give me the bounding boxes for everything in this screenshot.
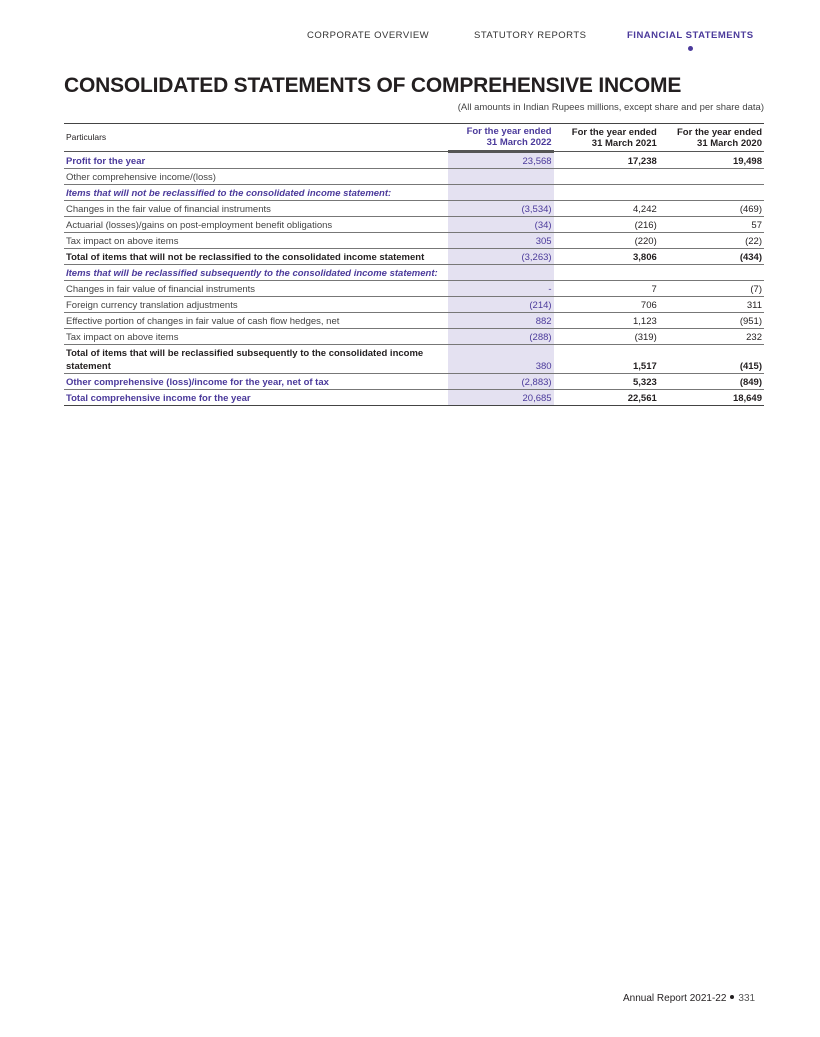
- value-2021: (216): [634, 220, 657, 231]
- table-row: [64, 329, 764, 345]
- value-2020: (7): [750, 284, 762, 295]
- value-2020: 232: [746, 332, 762, 343]
- row-label: Other comprehensive income/(loss): [66, 172, 216, 183]
- table-row-oci-heading: [64, 169, 764, 185]
- row-label: Changes in fair value of financial instruments: [66, 284, 256, 295]
- row-label: Total comprehensive income for the year: [66, 393, 251, 404]
- value-2020: 311: [746, 300, 762, 311]
- value-2021: 7: [651, 284, 657, 295]
- value-2022: (3,263): [448, 249, 553, 265]
- value-2022: 882: [448, 313, 553, 329]
- row-label: Effective portion of changes in fair value of cash flow hedges, net: [66, 316, 340, 327]
- table-row: [64, 313, 764, 329]
- value-2020: (22): [745, 236, 762, 247]
- row-label: Tax impact on above items: [66, 236, 179, 247]
- row-label: Actuarial (losses)/gains on post-employment benefit obligations: [66, 220, 333, 231]
- value-2021: 4,242: [632, 204, 657, 215]
- value-2021: [554, 185, 659, 201]
- section-label: Items that will not be reclassified to the consolidated income statement:: [66, 188, 392, 199]
- table-row: [64, 281, 764, 297]
- header-year-2021: [554, 124, 659, 152]
- table-row-profit: [64, 152, 764, 169]
- value-2021: 17,238: [627, 156, 657, 167]
- amounts-note: (All amounts in Indian Rupees millions, except share and per share data): [457, 102, 764, 113]
- value-2020: 18,649: [732, 393, 762, 404]
- value-2022: 380: [448, 345, 553, 374]
- value-2021: (220): [634, 236, 657, 247]
- table-row: [64, 233, 764, 249]
- header-year-2022-line1: For the year ended: [466, 126, 552, 137]
- value-2021: 3,806: [632, 252, 657, 263]
- value-2021: 5,323: [632, 377, 657, 388]
- value-2022: [448, 265, 553, 281]
- row-label: Total of items that will not be reclassified to the consolidated income statement: [66, 252, 425, 263]
- table-row: [64, 201, 764, 217]
- value-2022: 23,568: [448, 152, 553, 169]
- header-particulars: Particulars: [66, 132, 107, 142]
- value-2020: [659, 169, 764, 185]
- table-row-total-comprehensive-income: [64, 390, 764, 406]
- active-indicator-dot-icon: [688, 46, 693, 51]
- value-2020: (415): [739, 361, 762, 372]
- value-2020: [659, 185, 764, 201]
- header-year-2020: [659, 124, 764, 152]
- value-2021: 1,517: [632, 361, 657, 372]
- page-number: 331: [738, 993, 756, 1004]
- value-2021: 706: [640, 300, 657, 311]
- value-2022: 305: [448, 233, 553, 249]
- table-row-section-reclassified: [64, 265, 764, 281]
- value-2022: -: [448, 281, 553, 297]
- header-year-2020-line1: For the year ended: [677, 127, 762, 138]
- row-label: Profit for the year: [66, 156, 146, 167]
- table-row: [64, 297, 764, 313]
- header-year-2021-line1: For the year ended: [571, 127, 657, 138]
- row-label: Total of items that will be reclassified subsequently to the consolidated income statement: [66, 348, 424, 372]
- value-2020: (849): [739, 377, 762, 388]
- value-2020: (951): [739, 316, 762, 327]
- table-row: [64, 217, 764, 233]
- table-header-row: [64, 124, 764, 152]
- value-2022: (34): [448, 217, 553, 233]
- header-year-2022: [448, 124, 553, 152]
- value-2020: (434): [739, 252, 762, 263]
- table-row-total-not-reclassified: [64, 249, 764, 265]
- comprehensive-income-table: [64, 123, 764, 406]
- value-2021: [554, 265, 659, 281]
- value-2020: 19,498: [732, 156, 762, 167]
- value-2022: 20,685: [448, 390, 553, 406]
- value-2022: [448, 169, 553, 185]
- value-2020: (469): [739, 204, 762, 215]
- row-label: Changes in the fair value of financial instruments: [66, 204, 271, 215]
- table-row-oci-net: [64, 374, 764, 390]
- bullet-icon: [730, 995, 734, 999]
- value-2020: [659, 265, 764, 281]
- header-year-2022-line2: 31 March 2022: [486, 137, 552, 148]
- page-footer: [623, 993, 755, 1004]
- value-2022: (214): [448, 297, 553, 313]
- value-2022: [448, 185, 553, 201]
- value-2021: (319): [634, 332, 657, 343]
- value-2022: (2,883): [448, 374, 553, 390]
- value-2020: 57: [751, 220, 762, 231]
- report-name: Annual Report 2021-22: [623, 993, 727, 1004]
- row-label: Tax impact on above items: [66, 332, 179, 343]
- nav-statutory-reports[interactable]: STATUTORY REPORTS: [474, 30, 587, 41]
- top-navigation: [0, 30, 820, 60]
- value-2022: (288): [448, 329, 553, 345]
- section-label: Items that will be reclassified subsequently to the consolidated income statement:: [66, 268, 438, 279]
- table-row-total-reclassified: [64, 345, 764, 374]
- page-title: CONSOLIDATED STATEMENTS OF COMPREHENSIVE INCOME: [64, 74, 682, 97]
- row-label: Foreign currency translation adjustments: [66, 300, 238, 311]
- value-2022: (3,534): [448, 201, 553, 217]
- value-2021: 1,123: [632, 316, 657, 327]
- row-label: Other comprehensive (loss)/income for the year, net of tax: [66, 377, 329, 388]
- value-2021: 22,561: [627, 393, 657, 404]
- table-row-section-not-reclassified: [64, 185, 764, 201]
- value-2021: [554, 169, 659, 185]
- nav-financial-statements[interactable]: FINANCIAL STATEMENTS: [627, 30, 754, 41]
- nav-corporate-overview[interactable]: CORPORATE OVERVIEW: [307, 30, 430, 41]
- header-year-2020-line2: 31 March 2020: [697, 138, 762, 149]
- header-year-2021-line2: 31 March 2021: [591, 138, 657, 149]
